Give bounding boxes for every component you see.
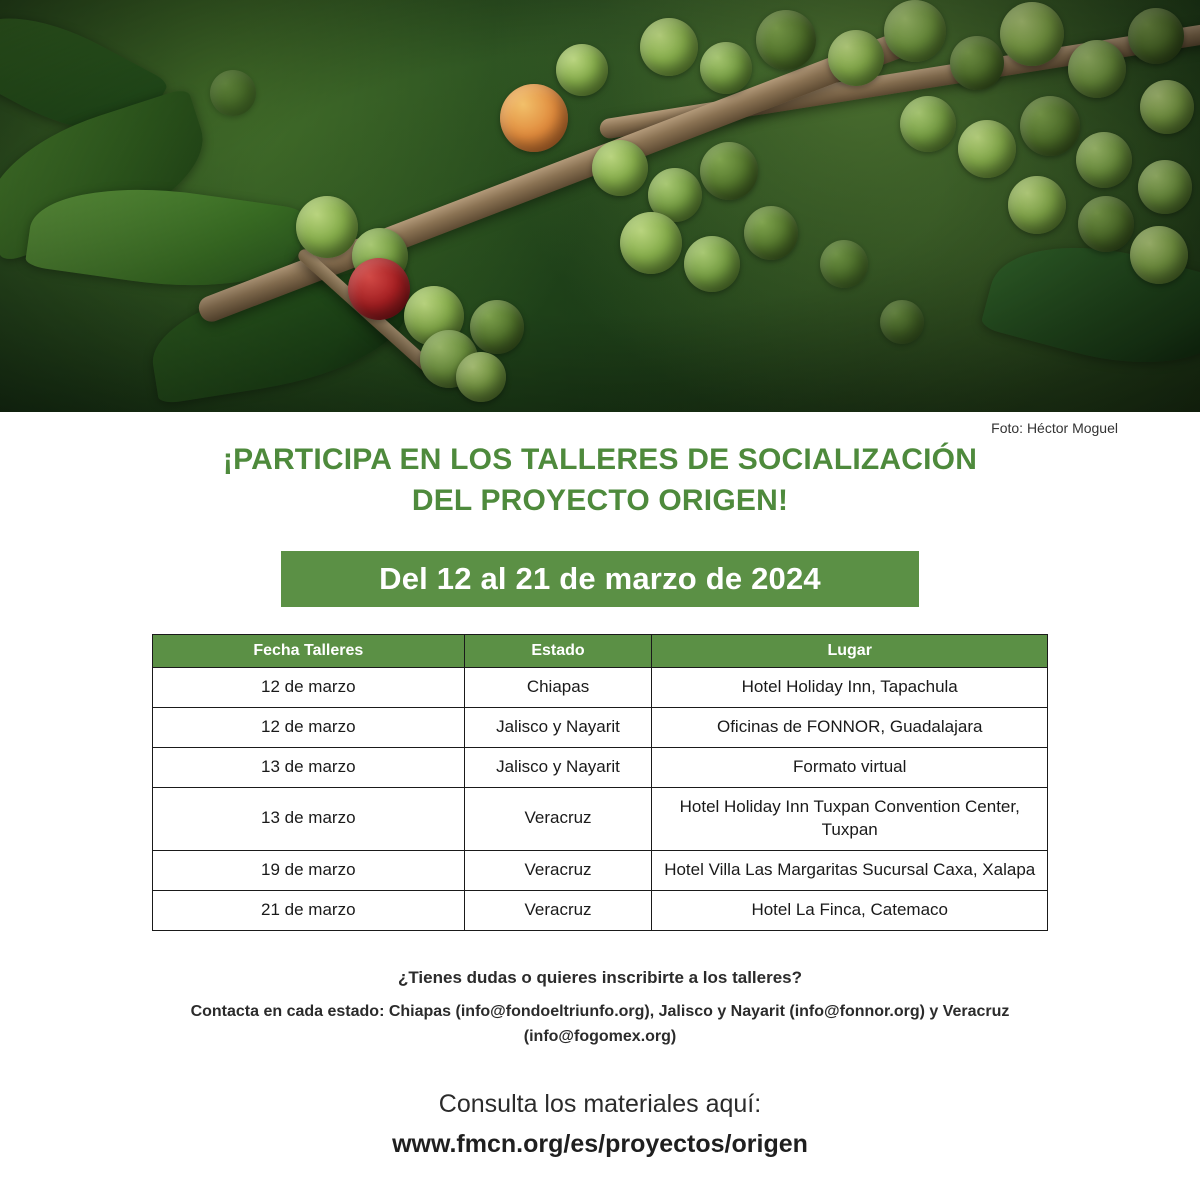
table-header-row — [153, 635, 1048, 668]
cell-estado: Veracruz — [464, 787, 652, 850]
page-title-line-2: DEL PROYECTO ORIGEN! — [411, 483, 789, 517]
cell-lugar: Oficinas de FONNOR, Guadalajara — [652, 707, 1048, 747]
cell-fecha: 21 de marzo — [153, 890, 465, 930]
table-header-fecha: Fecha Talleres — [153, 635, 465, 668]
cell-fecha: 12 de marzo — [153, 668, 465, 708]
table-row — [153, 850, 1048, 890]
contact-detail: Contacta en cada estado: Chiapas (info@fondoeltriunfo.org), Jalisco y Nayarit (info@fonnor.org) y Veracruz (info@fogomex.org) — [190, 1002, 1010, 1045]
cell-estado: Veracruz — [464, 850, 652, 890]
workshops-table-container — [0, 634, 1200, 931]
photo-vignette — [0, 0, 1200, 412]
date-banner-container — [0, 551, 1200, 607]
table-row — [153, 747, 1048, 787]
cell-lugar: Formato virtual — [652, 747, 1048, 787]
cell-lugar: Hotel Holiday Inn Tuxpan Convention Center, Tuxpan — [652, 787, 1048, 850]
cell-fecha: 13 de marzo — [153, 787, 465, 850]
table-row — [153, 668, 1048, 708]
cell-lugar: Hotel La Finca, Catemaco — [652, 890, 1048, 930]
workshops-table — [152, 634, 1048, 931]
materials-label: Consulta los materiales aquí: — [438, 1089, 762, 1118]
cell-estado: Jalisco y Nayarit — [464, 747, 652, 787]
cell-estado: Veracruz — [464, 890, 652, 930]
page-title-line-1: ¡PARTICIPA EN LOS TALLERES DE SOCIALIZACIÓN — [222, 443, 978, 476]
table-row — [153, 787, 1048, 850]
cell-fecha: 12 de marzo — [153, 707, 465, 747]
photo-credit: Foto: Héctor Moguel — [991, 420, 1118, 436]
cell-estado: Jalisco y Nayarit — [464, 707, 652, 747]
contact-section — [0, 965, 1200, 1050]
date-banner: Del 12 al 21 de marzo de 2024 — [281, 551, 919, 607]
cell-fecha: 13 de marzo — [153, 747, 465, 787]
materials-url[interactable]: www.fmcn.org/es/proyectos/origen — [392, 1129, 808, 1158]
cell-estado: Chiapas — [464, 668, 652, 708]
table-header-lugar: Lugar — [652, 635, 1048, 668]
coffee-branch-photo — [0, 0, 1200, 412]
table-row — [153, 890, 1048, 930]
cell-lugar: Hotel Holiday Inn, Tapachula — [652, 668, 1048, 708]
hero-image — [0, 0, 1200, 412]
table-header-estado: Estado — [464, 635, 652, 668]
table-row — [153, 707, 1048, 747]
cell-lugar: Hotel Villa Las Margaritas Sucursal Caxa, Xalapa — [652, 850, 1048, 890]
page-title — [0, 440, 1200, 521]
materials-section — [0, 1086, 1200, 1163]
cell-fecha: 19 de marzo — [153, 850, 465, 890]
contact-question: ¿Tienes dudas o quieres inscribirte a los talleres? — [397, 967, 803, 987]
